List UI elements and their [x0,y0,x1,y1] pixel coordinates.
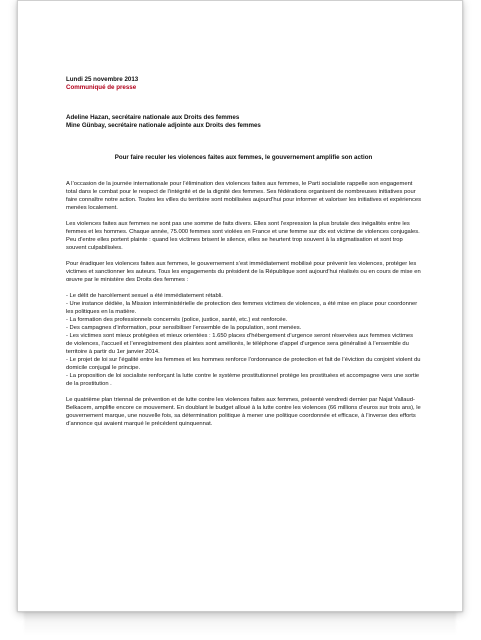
closing-paragraph: Le quatrième plan triennal de prévention et de lutte contre les violences faites aux femmes, présenté vendredi dernier par Najat Vallaud-Belkacem, amplifie encore ce mouvement. En doublant le budget alloué à la lutte contre les violences (66 millions d’euros sur trois ans), le gouvernement marque, une nouvelle fois, sa détermination politique à mener une politique coordonnée et efficace, à l’inverse des efforts d’annonce qui avaient marqué le précédent quinquennat. [66,397,421,427]
author-line-1: Adeline Hazan, secrétaire nationale aux Droits des femmes [66,114,240,121]
list-item: - La formation des professionnels concernés (police, justice, santé, etc.) est renforcée. [66,317,288,323]
press-release-label: Communiqué de presse [66,84,137,91]
paragraph-1: A l’occasion de la journée internationale pour l’élimination des violences faites aux femmes, le Parti socialiste rappelle son engagement total dans le combat pour le respect de l’intégrité et de la dignité des femmes. Ses fédérations organisent de nombreuses initiatives pour faire connaître notre action. Toutes les villes du territoire sont mobilisées aujourd’hui pour informer et valoriser les initiatives et expériences menées localement. [66,181,421,211]
list-item: - Une instance dédiée, la Mission interministérielle de protection des femmes victimes de violences, a été mise en place pour coordonner les politiques en la matière. [66,301,418,315]
list-item: - Le délit de harcèlement sexuel a été immédiatement rétabli. [66,293,223,299]
page-reflection [24,612,456,636]
paragraph-2: Les violences faites aux femmes ne sont pas une somme de faits divers. Elles sont l’expression la plus brutale des inégalités entre les femmes et les hommes. Chaque année, 75.000 femmes sont violées en France et une femme sur dix est victime de violences conjugales. Peu d’entre elles portent plainte : quand les victimes brisent le silence, elles se heurtent trop souvent à la stigmatisation et sont trop souvent culpabilisées. [66,221,420,251]
document-content [66,76,421,436]
list-item: - Les victimes sont mieux protégées et mieux orientées : 1.650 places d’hébergement d’urgence seront réservées aux femmes victimes de violences, l’accueil et l’enregistrement des plaintes sont améliorés, le téléphone d’appel d’urgence sera généralisé à l’ensemble du territoire à partir du 1er janvier 2014. [66,333,414,355]
paragraph-3: Pour éradiquer les violences faites aux femmes, le gouvernement s’est immédiatement mobilisé pour prévenir les violences, protéger les victimes et sanctionner les auteurs. Tous les engagements du président de la République sont aujourd’hui réalisés ou en cours de mise en œuvre par le ministère des Droits des femmes : [66,261,421,283]
list-item: - La proposition de loi socialiste renforçant la lutte contre le système prostitutionnel protège les prostituées et accompagne vers une sortie de la prostitution . [66,373,420,387]
measures-list [66,292,421,388]
document-title: Pour faire reculer les violences faites aux femmes, le gouvernement amplifie son action [114,154,373,161]
author-block [66,114,421,130]
list-item: - Le projet de loi sur l’égalité entre les femmes et les hommes renforce l’ordonnance de protection et fait de l’éviction du conjoint violent du domicile conjugal le principe. [66,357,421,371]
author-line-2: Mine Günbay, secrétaire nationale adjointe aux Droits des femmes [66,122,261,129]
list-item: - Des campagnes d’information, pour sensibiliser l’ensemble de la population, sont menées. [66,325,302,331]
press-date: Lundi 25 novembre 2013 [66,76,139,83]
